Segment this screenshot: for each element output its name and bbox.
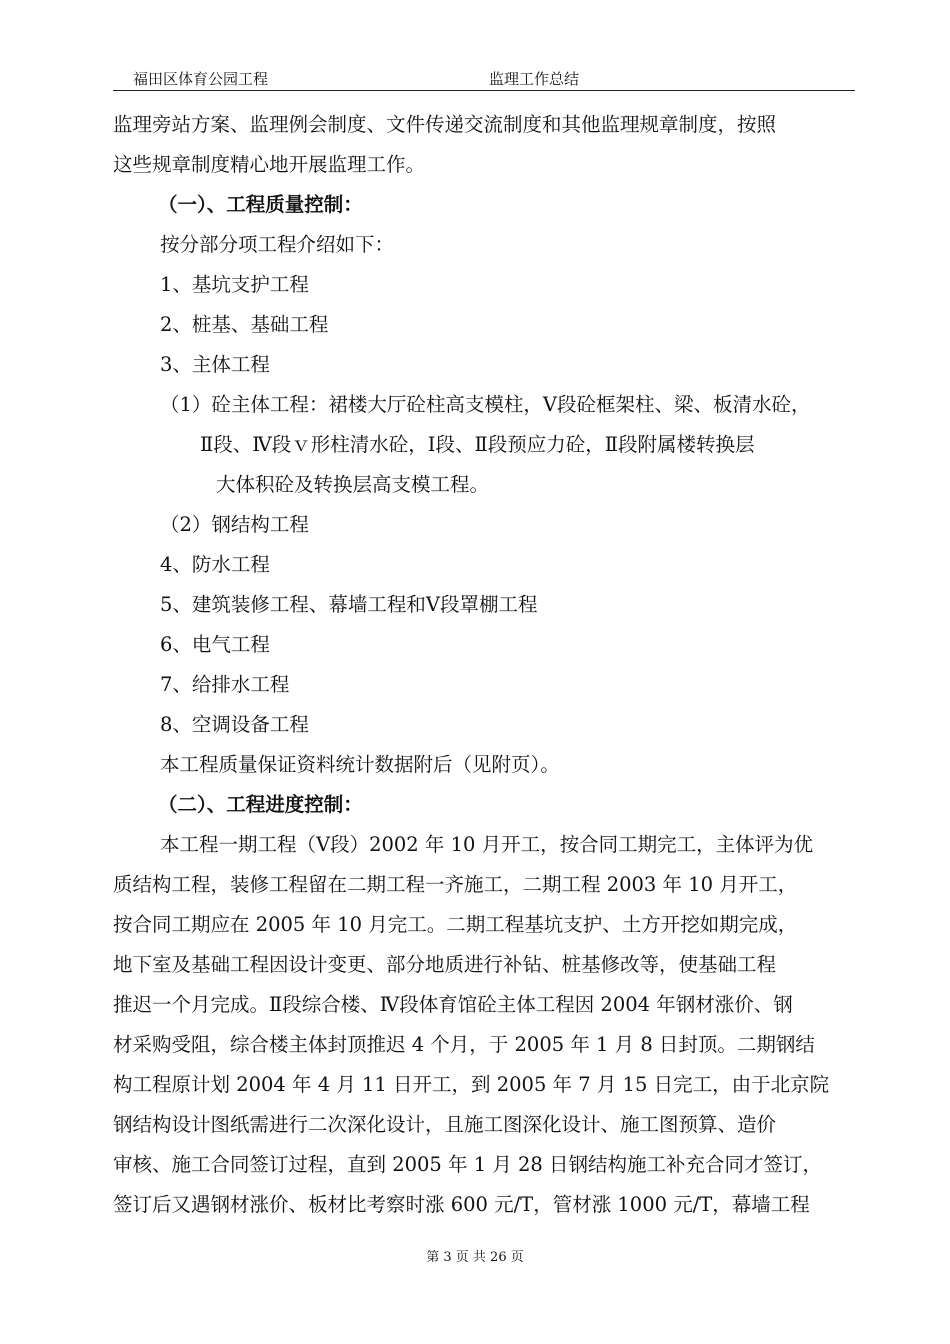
body-line: 地下室及基础工程因设计变更、部分地质进行补钻、桩基修改等，使基础工程 (113, 953, 777, 976)
list-item: 8、空调设备工程 (160, 713, 309, 736)
list-item: 2、桩基、基础工程 (160, 313, 329, 336)
body-line: 签订后又遇钢材涨价、板材比考察时涨 600 元/T，管材涨 1000 元/T，幕墙工程 (113, 1193, 810, 1216)
body-line: 监理旁站方案、监理例会制度、文件传递交流制度和其他监理规章制度，按照 (113, 113, 777, 136)
section-heading-schedule: （二）、工程进度控制： (158, 793, 363, 816)
list-item: 4、防水工程 (160, 553, 270, 576)
section-heading-quality: （一）、工程质量控制： (158, 193, 363, 216)
page-number-footer: 第 3 页 共 26 页 (426, 1250, 524, 1265)
header-project-name: 福田区体育公园工程 (133, 70, 269, 88)
body-line: 质结构工程，装修工程留在二期工程一齐施工，二期工程 2003 年 10 月开工， (113, 873, 798, 896)
list-item: 1、基坑支护工程 (160, 273, 309, 296)
page-header (113, 66, 855, 92)
sub-list-item-continuation: Ⅱ段、Ⅳ段ｖ形柱清水砼，Ⅰ段、Ⅱ段预应力砼，Ⅱ段附属楼转换层 (200, 433, 755, 456)
header-rule (113, 90, 855, 91)
body-line: 推迟一个月完成。Ⅱ段综合楼、Ⅳ段体育馆砼主体工程因 2004 年钢材涨价、钢 (113, 993, 793, 1016)
sub-list-item: （2）钢结构工程 (160, 513, 309, 536)
body-line: 这些规章制度精心地开展监理工作。 (113, 153, 426, 176)
body-line: 构工程原计划 2004 年 4 月 11 日开工，到 2005 年 7 月 15 日完工，由于北京院 (113, 1073, 830, 1096)
body-line: 钢结构设计图纸需进行二次深化设计，且施工图深化设计、施工图预算、造价 (113, 1113, 777, 1136)
header-document-title: 监理工作总结 (489, 70, 580, 88)
body-line: 按分部分项工程介绍如下： (160, 233, 395, 256)
list-item: 6、电气工程 (160, 633, 270, 656)
body-line: 材采购受阻，综合楼主体封顶推迟 4 个月，于 2005 年 1 月 8 日封顶。二期钢结 (113, 1033, 815, 1056)
body-line: 本工程质量保证资料统计数据附后（见附页）。 (160, 753, 560, 776)
list-item: 7、给排水工程 (160, 673, 290, 696)
sub-list-item: （1）砼主体工程：裙楼大厅砼柱高支模柱，Ⅴ段砼框架柱、梁、板清水砼， (160, 393, 811, 416)
list-item: 5、建筑装修工程、幕墙工程和Ⅴ段罩棚工程 (160, 593, 538, 616)
body-line: 本工程一期工程（Ⅴ段）2002 年 10 月开工，按合同工期完工，主体评为优 (160, 833, 814, 856)
body-line: 审核、施工合同签订过程，直到 2005 年 1 月 28 日钢结构施工补充合同才签订， (113, 1153, 823, 1176)
sub-list-item-continuation: 大体积砼及转换层高支模工程。 (216, 473, 490, 496)
body-line: 按合同工期应在 2005 年 10 月完工。二期工程基坑支护、土方开挖如期完成， (113, 913, 798, 936)
list-item: 3、主体工程 (160, 353, 270, 376)
